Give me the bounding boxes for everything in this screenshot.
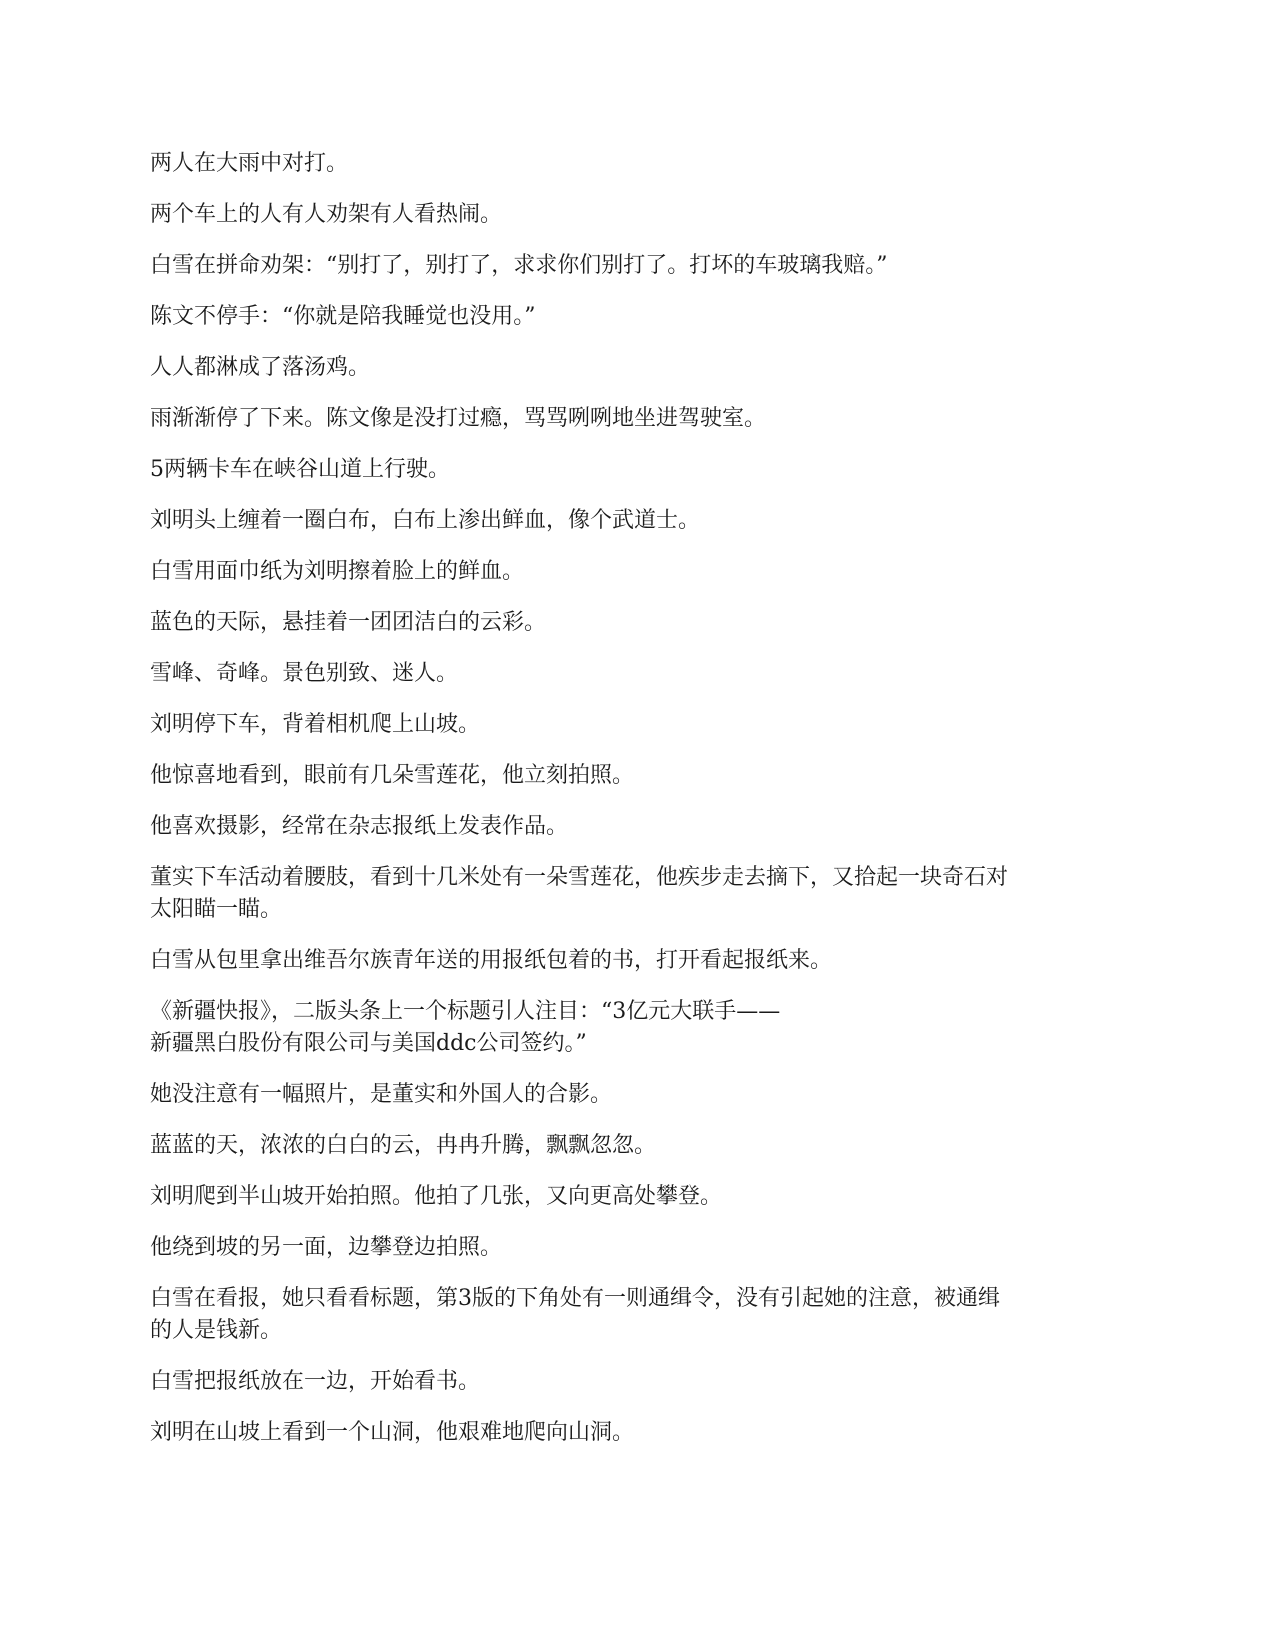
- paragraph-line: 两个车上的人有人劝架有人看热闹。: [150, 202, 503, 227]
- paragraph-10: [150, 607, 1125, 639]
- paragraph-21: [150, 1232, 1125, 1264]
- paragraph-line: 陈文不停手：“你就是陪我睡觉也没用。”: [150, 304, 536, 329]
- paragraph-line: 他绕到坡的另一面，边攀登边拍照。: [150, 1235, 503, 1260]
- paragraph-9: [150, 556, 1125, 588]
- paragraph-1: [150, 148, 1125, 180]
- paragraph-17: [150, 996, 1125, 1060]
- paragraph-line: 刘明头上缠着一圈白布，白布上渗出鲜血，像个武道士。: [150, 508, 701, 533]
- paragraph-13: [150, 760, 1125, 792]
- paragraph-11: [150, 658, 1125, 690]
- paragraph-line: 他惊喜地看到，眼前有几朵雪莲花，他立刻拍照。: [150, 763, 635, 788]
- paragraph-14: [150, 811, 1125, 843]
- paragraph-line: 蓝蓝的天，浓浓的白白的云，冉冉升腾，飘飘忽忽。: [150, 1133, 657, 1158]
- paragraph-6: [150, 403, 1125, 435]
- paragraph-line: 雪峰、奇峰。景色别致、迷人。: [150, 661, 459, 686]
- paragraph-18: [150, 1079, 1125, 1111]
- paragraph-line: 新疆黑白股份有限公司与美国ddc公司签约。”: [150, 1031, 587, 1056]
- paragraph-16: [150, 945, 1125, 977]
- paragraph-line: 的人是钱新。: [150, 1318, 283, 1343]
- paragraph-8: [150, 505, 1125, 537]
- paragraph-19: [150, 1130, 1125, 1162]
- paragraph-23: [150, 1366, 1125, 1398]
- paragraph-7: [150, 454, 1125, 486]
- paragraph-3: [150, 250, 1125, 282]
- paragraph-line: 两人在大雨中对打。: [150, 151, 349, 176]
- paragraph-4: [150, 301, 1125, 333]
- paragraph-line: 刘明停下车，背着相机爬上山坡。: [150, 712, 481, 737]
- paragraph-22: [150, 1283, 1125, 1347]
- paragraph-line: 白雪从包里拿出维吾尔族青年送的用报纸包着的书，打开看起报纸来。: [150, 948, 833, 973]
- paragraph-line: 雨渐渐停了下来。陈文像是没打过瘾，骂骂咧咧地坐进驾驶室。: [150, 406, 767, 431]
- paragraph-line: 刘明在山坡上看到一个山洞，他艰难地爬向山洞。: [150, 1420, 635, 1445]
- paragraph-24: [150, 1417, 1125, 1449]
- paragraph-line: 《新疆快报》，二版头条上一个标题引人注目：“3亿元大联手——: [150, 999, 781, 1024]
- paragraph-line: 白雪在看报，她只看看标题，第3版的下角处有一则通缉令，没有引起她的注意，被通缉: [150, 1286, 1000, 1311]
- paragraph-12: [150, 709, 1125, 741]
- paragraph-2: [150, 199, 1125, 231]
- document-page: [150, 148, 1125, 1468]
- paragraph-line: 董实下车活动着腰肢，看到十几米处有一朵雪莲花，他疾步走去摘下，又拾起一块奇石对: [150, 865, 1009, 890]
- paragraph-line: 白雪用面巾纸为刘明擦着脸上的鲜血。: [150, 559, 525, 584]
- paragraph-line: 人人都淋成了落汤鸡。: [150, 355, 371, 380]
- paragraph-15: [150, 862, 1125, 926]
- paragraph-line: 他喜欢摄影，经常在杂志报纸上发表作品。: [150, 814, 569, 839]
- paragraph-20: [150, 1181, 1125, 1213]
- paragraph-5: [150, 352, 1125, 384]
- paragraph-line: 太阳瞄一瞄。: [150, 897, 283, 922]
- paragraph-line: 白雪在拼命劝架：“别打了，别打了，求求你们别打了。打坏的车玻璃我赔。”: [150, 253, 888, 278]
- paragraph-line: 蓝色的天际，悬挂着一团团洁白的云彩。: [150, 610, 547, 635]
- paragraph-line: 5两辆卡车在峡谷山道上行驶。: [150, 457, 450, 482]
- paragraph-line: 白雪把报纸放在一边，开始看书。: [150, 1369, 481, 1394]
- paragraph-line: 她没注意有一幅照片，是董实和外国人的合影。: [150, 1082, 613, 1107]
- paragraph-line: 刘明爬到半山坡开始拍照。他拍了几张，又向更高处攀登。: [150, 1184, 723, 1209]
